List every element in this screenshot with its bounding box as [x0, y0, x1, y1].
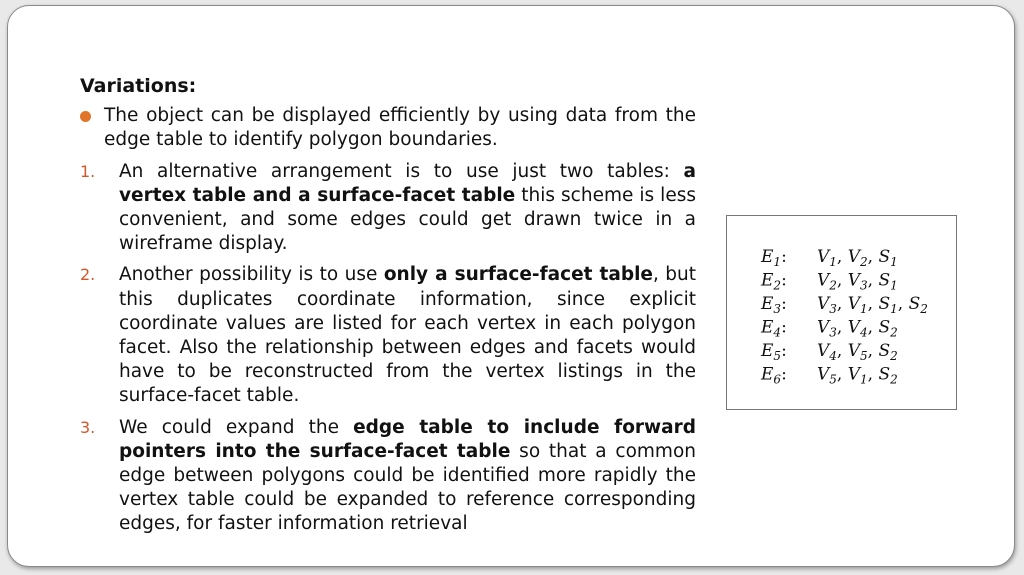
edge-row: $E_2$: $V_2$, $V_3$, $S_1$ — [761, 270, 898, 293]
edge-row: $E_4$: $V_3$, $V_4$, $S_2$ — [761, 317, 898, 340]
item-text: An alternative arrangement is to use just two tables: a vertex table and a surface-facet table this scheme is less convenient, and some edges could get drawn twice in a wireframe display. — [119, 160, 696, 255]
item-number: 3. — [80, 417, 96, 437]
item-number: 2. — [80, 265, 96, 285]
edge-table-figure — [726, 215, 957, 410]
item-text: We could expand the edge table to include forward pointers into the surface-facet table so that a common edge between polygons could be identified more rapidly the vertex table could be expanded to reference corresponding edges, for faster information retrieval — [119, 416, 696, 535]
heading: Variations: — [80, 75, 197, 97]
item-bold-text: edge table to include forward pointers into the surface-facet table — [119, 416, 696, 462]
item-bold-text: a vertex table and a surface-facet table — [119, 160, 696, 206]
item-bold-text: only a surface-facet table — [383, 264, 653, 286]
bullet-dot-icon — [80, 111, 91, 122]
text-column — [80, 74, 696, 544]
numbered-item-3 — [80, 416, 696, 537]
bullet-text: The object can be displayed efficiently by using data from the edge table to identify polygon boundaries. — [104, 105, 696, 151]
edge-row: $E_5$: $V_4$, $V_5$, $S_2$ — [761, 341, 898, 363]
item-number: 1. — [80, 161, 96, 181]
edge-table-svg — [727, 216, 955, 408]
edge-row: $E_1$: $V_1$, $V_2$, $S_1$ — [761, 247, 898, 269]
edge-row: $E_6$: $V_5$, $V_1$, $S_2$ — [761, 364, 898, 387]
slide — [7, 5, 1015, 567]
numbered-item-1 — [80, 160, 696, 257]
bullet-item — [80, 104, 696, 152]
item-text: Another possibility is to use only a surface-facet table, but this duplicates coordinate information, since explicit coordinate values are listed for each vertex in each polygon facet. Also the relationship between edges and facets would have to be reconstructed from the vertex listings in the surface-facet table. — [119, 264, 697, 407]
numbered-item-2 — [80, 263, 696, 408]
edge-row: $E_3$: $V_3$, $V_1$, $S_1$, $S_2$ — [761, 294, 928, 316]
